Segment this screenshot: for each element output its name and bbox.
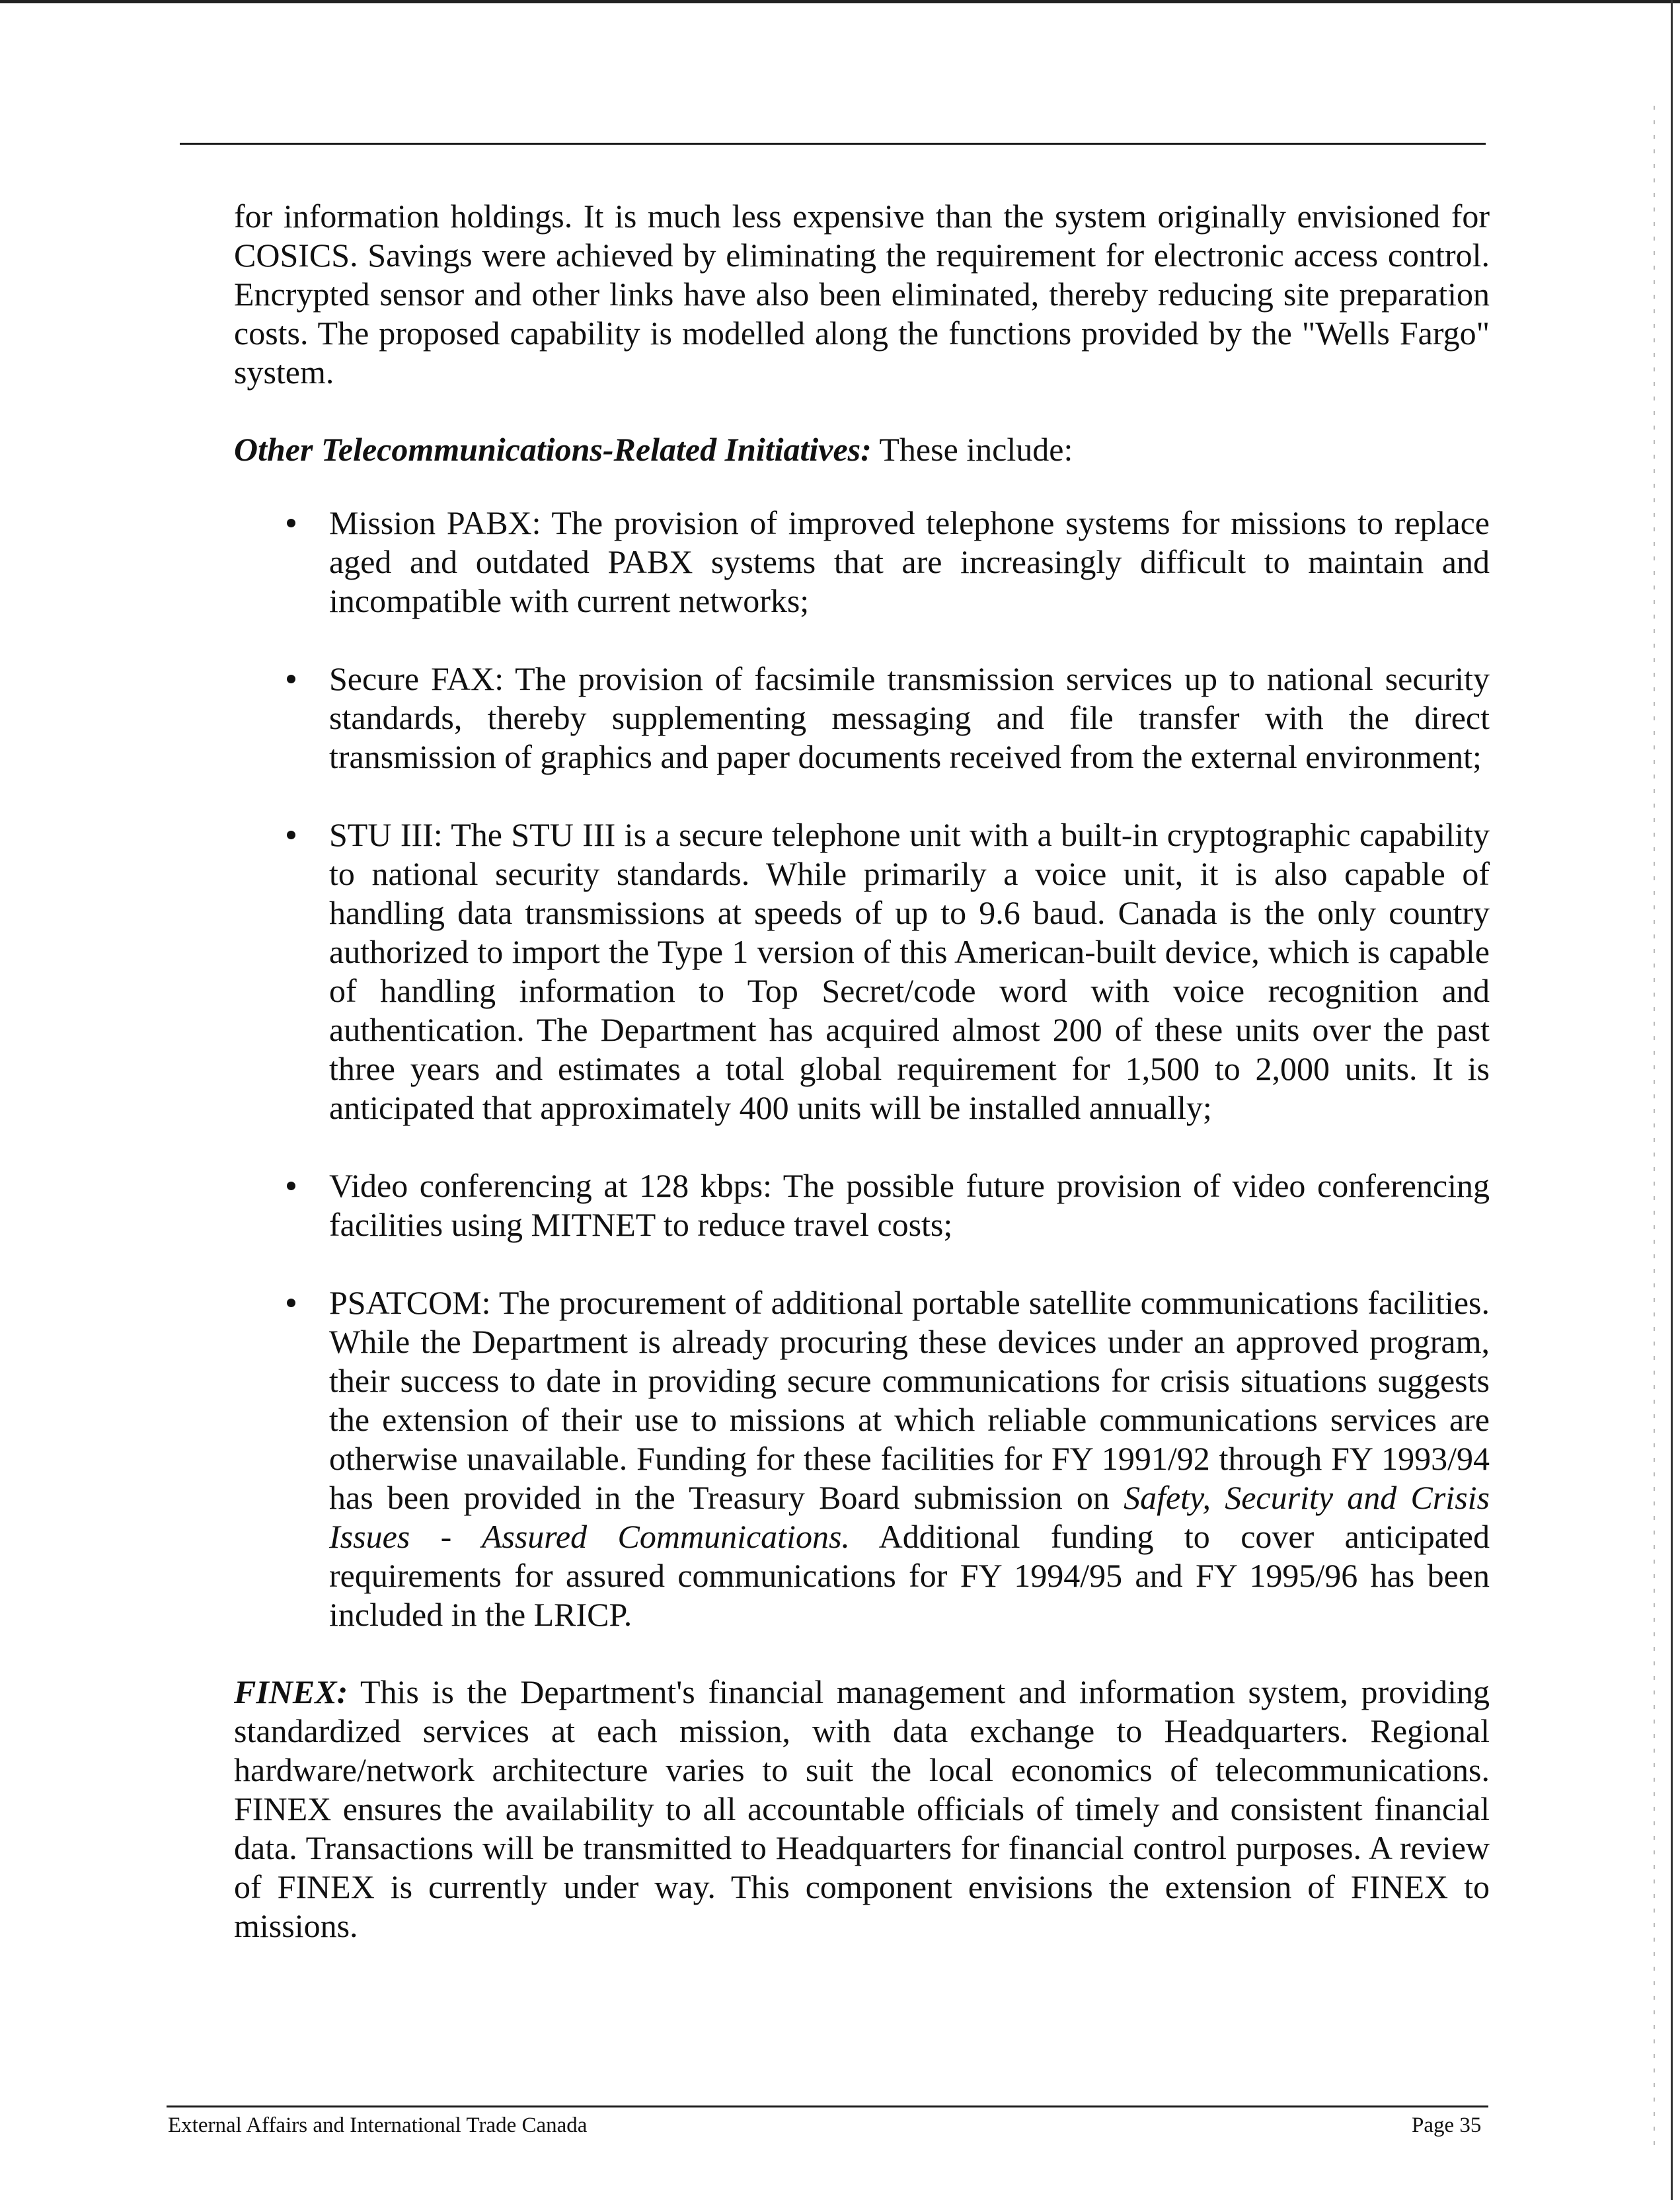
footer-rule bbox=[167, 2105, 1488, 2107]
scan-edge-specks bbox=[1654, 106, 1655, 2154]
other-initiatives-intro bbox=[234, 430, 1490, 469]
footer-department: External Affairs and International Trade Canada bbox=[168, 2113, 588, 2137]
bullet-icon bbox=[287, 675, 295, 683]
list-item-text: Secure FAX: The provision of facsimile transmission services up to national security standards, thereby supplementing messaging and file transfer with the direct transmission of graphics and paper documents received from the external environment; bbox=[329, 660, 1490, 775]
bullet-icon bbox=[287, 831, 295, 839]
scan-right-edge bbox=[1671, 0, 1673, 2200]
header-rule bbox=[180, 143, 1486, 145]
page-body bbox=[234, 197, 1490, 1946]
finex-heading: FINEX: bbox=[234, 1673, 348, 1710]
other-initiatives-lead: These include: bbox=[871, 431, 1073, 468]
other-initiatives-heading: Other Telecommunications-Related Initiatives: bbox=[234, 431, 872, 468]
finex-paragraph bbox=[234, 1673, 1490, 1946]
initiatives-list bbox=[234, 504, 1490, 1634]
finex-text: This is the Department's financial management and information system, providing standardized services at each mission, with data exchange to Headquarters. Regional hardware/network architecture varies to suit the local economics of telecommunications. FINEX ensures the availability to all accountable officials of timely and consistent financial data. Transactions will be transmitted to Headquarters for financial control purposes. A review of FINEX is currently under way. This component envisions the extension of FINEX to missions. bbox=[234, 1673, 1490, 1944]
list-item-text: PSATCOM: The procurement of additional portable satellite communications facilities. While the Department is already procuring these devices under an approved program, their success to date in providing secure communications for crisis situations suggests the extension of their use to missions at which reliable communications services are otherwise unavailable. Funding for these facilities for FY 1991/92 through FY 1993/94 has been provided in the Treasury Board submission on bbox=[329, 1284, 1490, 1516]
intro-paragraph: for information holdings. It is much less expensive than the system originally envisioned for COSICS. Savings were achieved by eliminating the requirement for electronic access control. Encrypted sensor and other links have also been eliminated, thereby reducing site preparation costs. The proposed capability is modelled along the functions provided by the "Wells Fargo" system. bbox=[234, 198, 1490, 391]
bullet-icon bbox=[287, 1182, 295, 1190]
list-item-text: Video conferencing at 128 kbps: The possible future provision of video conferencing facilities using MITNET to reduce travel costs; bbox=[329, 1167, 1490, 1243]
list-item-stu-iii bbox=[234, 816, 1490, 1127]
list-item-text: Mission PABX: The provision of improved telephone systems for missions to replace aged and outdated PABX systems that are increasingly difficult to maintain and incompatible with current networks; bbox=[329, 504, 1490, 619]
list-item-text-continued: Additional funding to cover anticipated requirements for assured communications for FY 1994/95 and FY 1995/96 has been included in the LRICP. bbox=[329, 1518, 1490, 1633]
page-number: Page 35 bbox=[1412, 2113, 1482, 2137]
list-item-psatcom bbox=[234, 1283, 1490, 1634]
scan-top-edge bbox=[0, 0, 1680, 3]
bullet-icon bbox=[287, 1299, 295, 1307]
list-item-video-conferencing bbox=[234, 1166, 1490, 1244]
list-item-text: STU III: The STU III is a secure telephone unit with a built-in cryptographic capability to national security standards. While primarily a voice unit, it is also capable of handling data transmissions at speeds of up to 9.6 baud. Canada is the only country authorized to import the Type 1 version of this American-built device, which is capable of handling information to Top Secret/code word with voice recognition and authentication. The Department has acquired almost 200 of these units over the past three years and estimates a total global requirement for 1,500 to 2,000 units. It is anticipated that approximately 400 units will be installed annually; bbox=[329, 816, 1490, 1126]
list-item-secure-fax bbox=[234, 660, 1490, 777]
submission-title: Safety, Security and Crisis Issues - Assured Communications. bbox=[329, 1479, 1490, 1555]
bullet-icon bbox=[287, 519, 295, 527]
list-item-mission-pabx bbox=[234, 504, 1490, 621]
